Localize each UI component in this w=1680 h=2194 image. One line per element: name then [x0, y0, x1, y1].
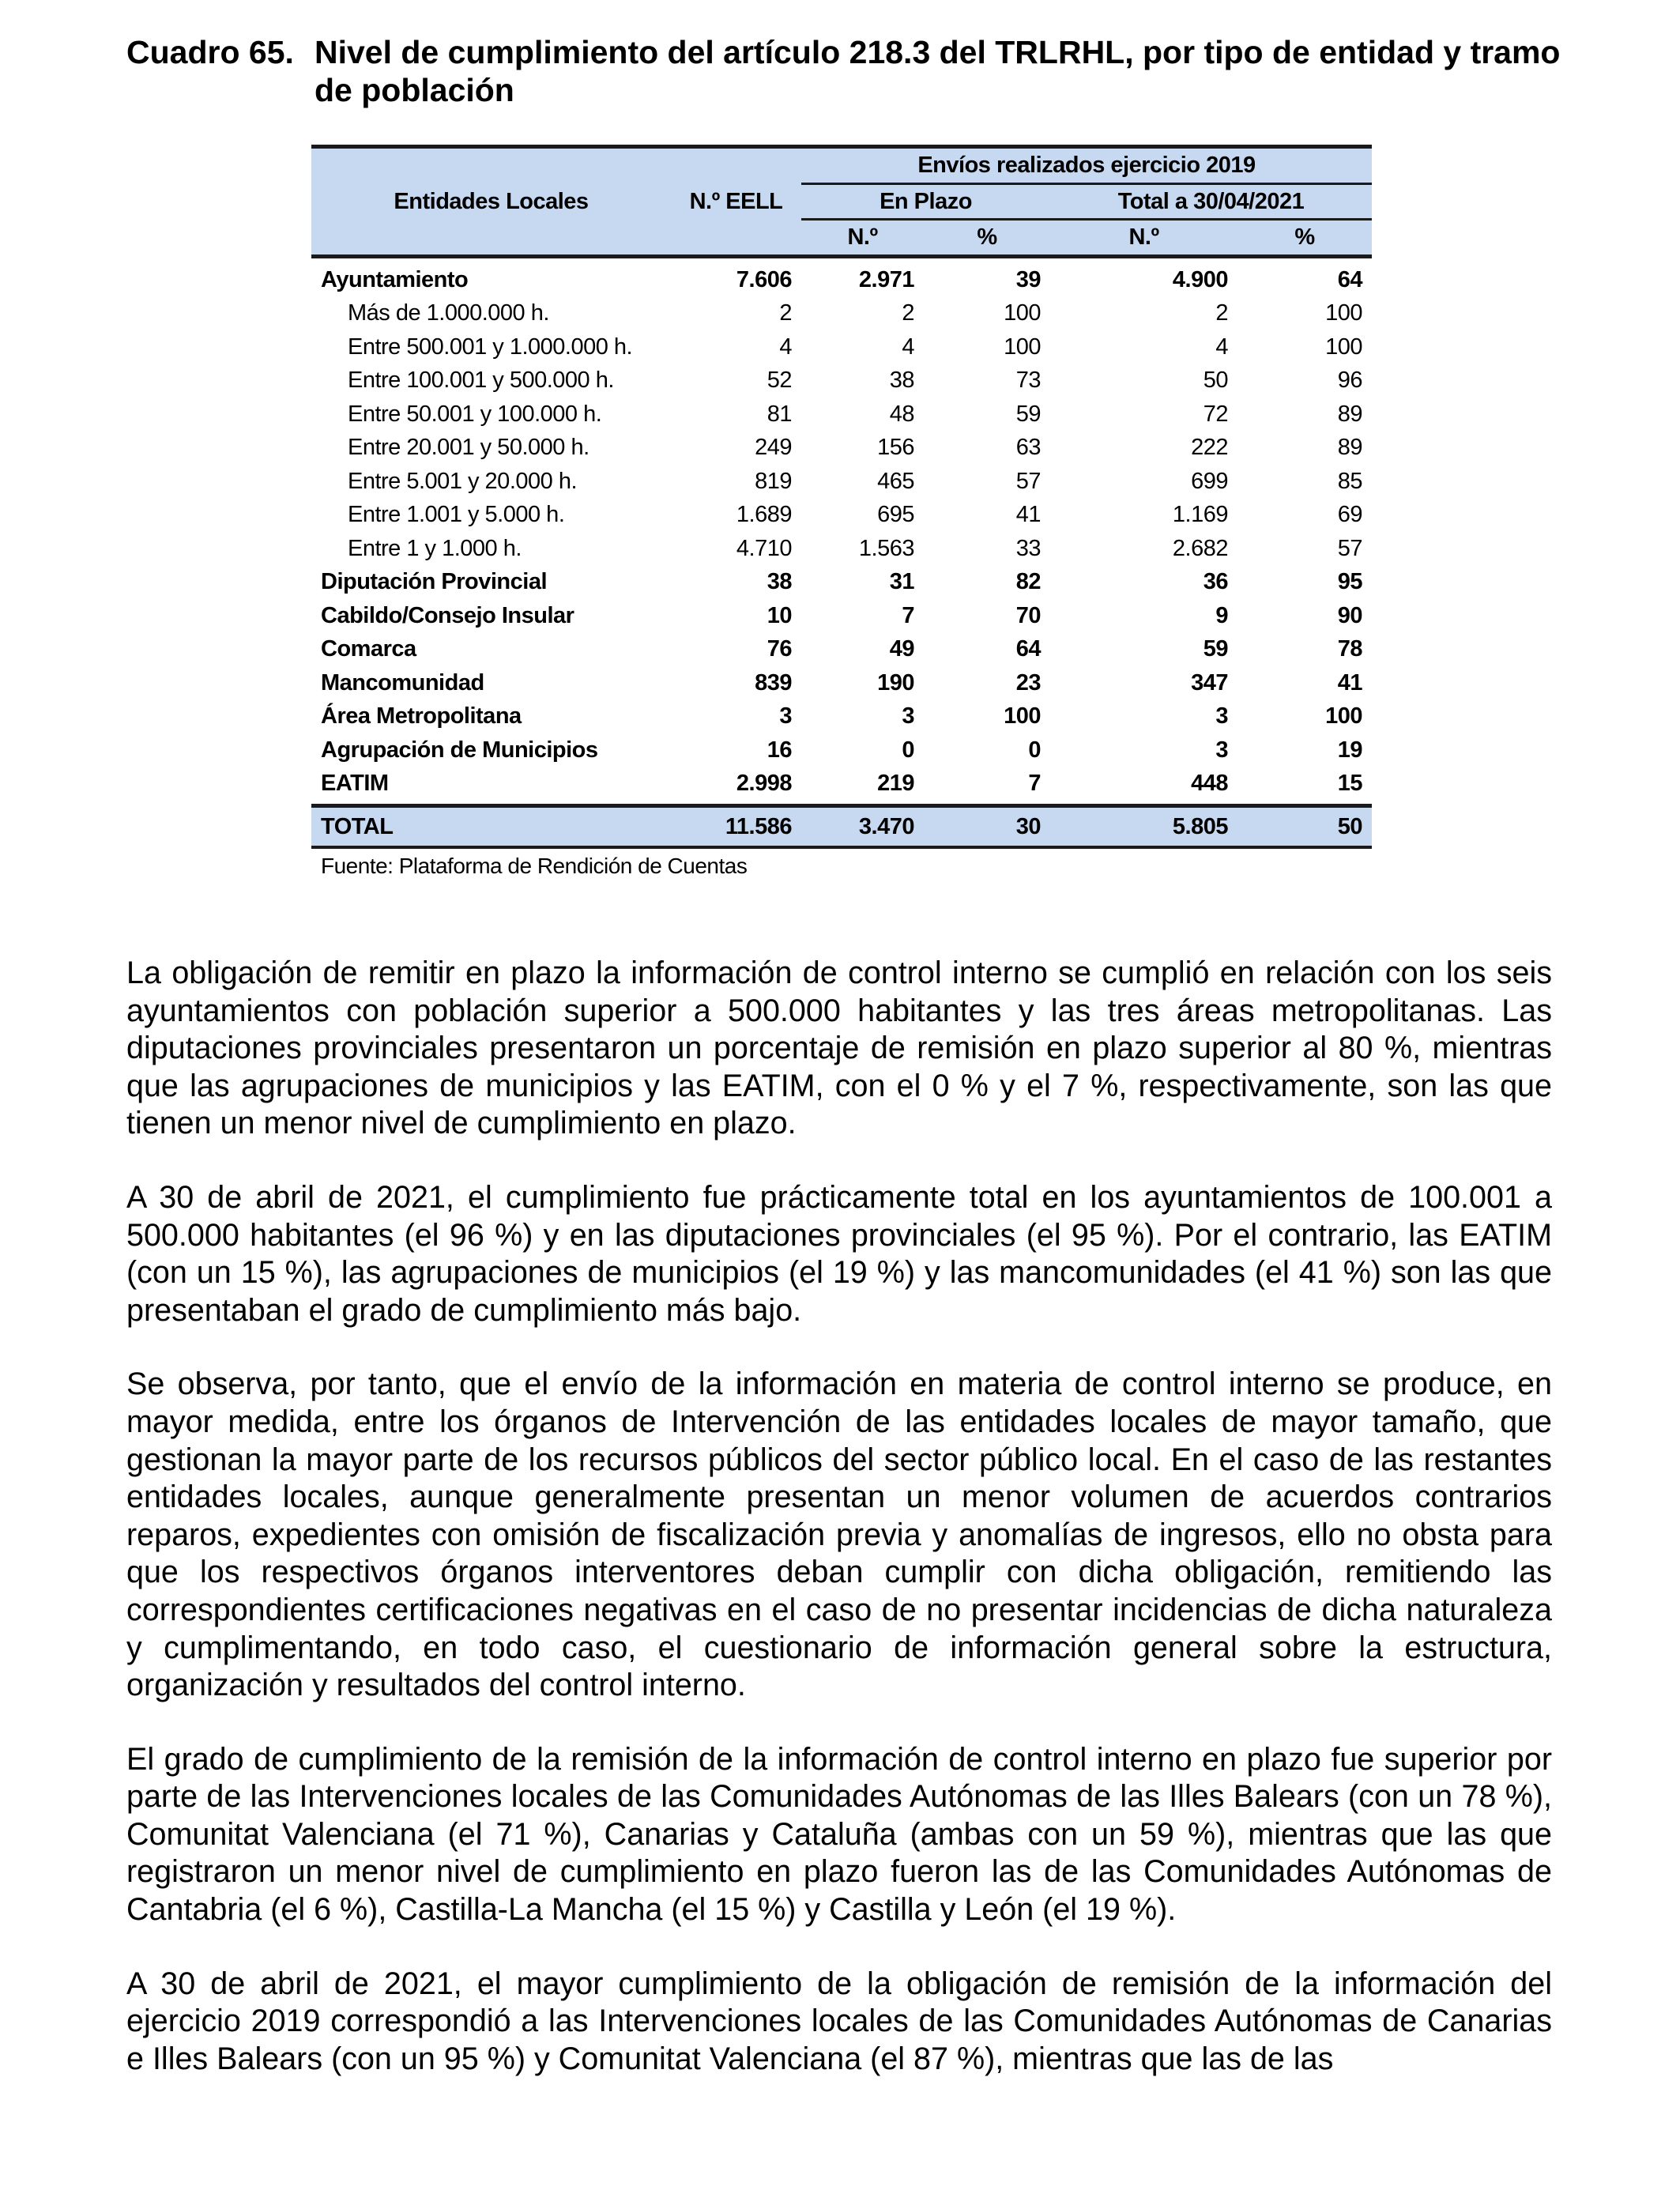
row-plazo-n: 7 [902, 602, 914, 628]
total-name: TOTAL [311, 805, 671, 847]
header-row-1 [311, 147, 1372, 184]
row-name: Entre 1 y 1.000 h. [348, 535, 522, 561]
row-eell: 249 [755, 435, 792, 460]
row-total-n: 347 [1191, 669, 1228, 696]
row-plazo-pct: 59 [1015, 401, 1041, 427]
row-plazo-n: 465 [877, 468, 914, 494]
table-row-total [311, 805, 1372, 847]
row-total-pct: 89 [1337, 435, 1362, 460]
row-plazo-pct: 100 [1004, 703, 1041, 729]
row-name: Más de 1.000.000 h. [348, 300, 549, 326]
table-row [311, 666, 1372, 700]
paragraph-4: El grado de cumplimiento de la remisión de la información de control interno en plazo fue superior por parte de las Intervenciones locales de las Comunidades Autónomas de las Illes Balears (con un 78 %), Comunitat Valenciana (el 71 %), Canarias y Cataluña (ambas con un 59 %), mientras que las que registraron un menor nivel de cumplimiento en plazo fueron las de las Comunidades Autónomas de Cantabria (el 6 %), Castilla-La Mancha (el 15 %) y Castilla y León (el 19 %). [126, 1741, 1552, 1928]
row-plazo-pct: 23 [1015, 669, 1041, 696]
header-plazo-pct: % [924, 220, 1050, 257]
row-plazo-n: 2.971 [858, 266, 914, 292]
row-plazo-n: 1.563 [858, 535, 914, 561]
row-name: Agrupación de Municipios [321, 737, 598, 763]
row-total-pct: 78 [1337, 636, 1362, 662]
table-row [311, 498, 1372, 532]
row-plazo-pct: 33 [1015, 535, 1041, 561]
header-total-pct: % [1237, 220, 1372, 257]
row-total-pct: 85 [1337, 468, 1362, 494]
row-plazo-n: 49 [889, 636, 914, 662]
row-eell: 839 [755, 669, 792, 696]
row-plazo-n: 4 [902, 334, 914, 360]
compliance-table [311, 145, 1372, 849]
paragraph-2: A 30 de abril de 2021, el cumplimiento fue prácticamente total en los ayuntamientos de 100.001 a 500.000 habitantes (el 96 %) y en las diputaciones provinciales (el 95 %). Por el contrario, las EATIM (con un 15 %), las agrupaciones de municipios (el 19 %) y las mancomunidades (el 41 %) son las que presentaban el grado de cumplimiento más bajo. [126, 1179, 1552, 1328]
total-plazo-pct: 30 [924, 805, 1050, 847]
table-row [311, 565, 1372, 599]
row-total-pct: 15 [1237, 767, 1372, 805]
paragraph-5: A 30 de abril de 2021, el mayor cumplimiento de la obligación de remisión de la información del ejercicio 2019 correspondió a las Intervenciones locales de las Comunidades Autónomas de Canarias e Illes Balears (con un 95 %) y Comunitat Valenciana (el 87 %), mientras que las de las [126, 1966, 1552, 2076]
row-eell: 2.998 [671, 767, 801, 805]
paragraph-3: Se observa, por tanto, que el envío de la información en materia de control interno se produce, en mayor medida, entre los órganos de Intervención de las entidades locales de mayor tamaño, que gestionan la mayor parte de los recursos públicos del sector público local. En el caso de las restantes entidades locales, aunque generalmente presentan un menor volumen de acuerdos contrarios reparos, expedientes con omisión de fiscalización previa y anomalías de ingresos, ello no obsta para que los respectivos órganos interventores deban cumplir con dicha obligación, remitiendo las correspondientes certificaciones negativas en el caso de no presentar incidencias de dicha naturaleza y cumplimentando, en todo caso, el cuestionario de información general sobre la estructura, organización y resultados del control interno. [126, 1367, 1552, 1703]
row-plazo-pct: 100 [1004, 334, 1041, 360]
table-caption [126, 33, 1565, 109]
row-total-n: 4 [1215, 334, 1228, 360]
row-eell: 4 [779, 334, 792, 360]
table-row [311, 398, 1372, 432]
row-plazo-pct: 7 [924, 767, 1050, 805]
row-name: Mancomunidad [321, 669, 484, 696]
row-plazo-n: 2 [902, 300, 914, 326]
row-total-pct: 95 [1337, 569, 1362, 594]
table-row [311, 465, 1372, 499]
table-source: Fuente: Plataforma de Rendición de Cuentas [321, 853, 748, 878]
table-row [311, 296, 1372, 330]
table-row [311, 364, 1372, 398]
row-total-pct: 64 [1337, 266, 1362, 292]
row-total-n: 50 [1203, 368, 1228, 393]
compliance-table-container [311, 145, 1372, 879]
row-name: Entre 500.001 y 1.000.000 h. [348, 334, 633, 360]
row-plazo-pct: 39 [1015, 266, 1041, 292]
row-name: Diputación Provincial [321, 569, 547, 594]
header-total-n: N.º [1050, 220, 1237, 257]
row-total-pct: 69 [1337, 502, 1362, 527]
table-body [311, 256, 1372, 805]
caption-number: Cuadro 65. [126, 34, 294, 70]
row-total-pct: 100 [1325, 300, 1362, 326]
row-eell: 52 [767, 368, 792, 393]
total-total-pct: 50 [1237, 805, 1372, 847]
row-eell: 1.689 [736, 502, 792, 527]
row-total-pct: 96 [1337, 368, 1362, 393]
row-eell: 10 [767, 602, 792, 628]
row-name: Entre 20.001 y 50.000 h. [348, 435, 590, 460]
row-eell: 3 [779, 703, 792, 729]
row-total-n: 2.682 [1172, 535, 1228, 561]
row-eell: 38 [767, 569, 792, 594]
header-plazo-n: N.º [801, 220, 924, 257]
row-total-n: 36 [1203, 569, 1228, 594]
row-total-pct: 19 [1337, 737, 1362, 763]
row-plazo-n: 0 [902, 737, 914, 763]
body-text [126, 955, 1552, 2078]
row-plazo-pct: 73 [1015, 368, 1041, 393]
table-row [311, 767, 1372, 805]
row-total-n: 1.169 [1172, 502, 1228, 527]
header-envios: Envíos realizados ejercicio 2019 [801, 147, 1372, 184]
row-plazo-n: 695 [877, 502, 914, 527]
row-name: Comarca [321, 636, 416, 662]
row-total-n: 9 [1215, 602, 1228, 628]
table-row [311, 632, 1372, 666]
row-plazo-pct: 57 [1015, 468, 1041, 494]
row-plazo-pct: 70 [1015, 602, 1041, 628]
table-row [311, 256, 1372, 296]
row-name: Área Metropolitana [321, 703, 522, 729]
table-row [311, 733, 1372, 767]
row-total-n: 448 [1050, 767, 1237, 805]
row-total-n: 222 [1191, 435, 1228, 460]
header-entidades: Entidades Locales [311, 147, 671, 257]
total-total-n: 5.805 [1050, 805, 1237, 847]
row-total-n: 2 [1215, 300, 1228, 326]
row-plazo-n: 156 [877, 435, 914, 460]
row-total-n: 4.900 [1172, 266, 1228, 292]
table-row [311, 532, 1372, 566]
caption-title: Nivel de cumplimiento del artículo 218.3 del TRLRHL, por tipo de entidad y tramo de población [315, 34, 1561, 108]
row-plazo-n: 48 [889, 401, 914, 427]
row-name: Cabildo/Consejo Insular [321, 602, 574, 628]
row-total-pct: 89 [1337, 401, 1362, 427]
row-total-n: 59 [1203, 636, 1228, 662]
row-plazo-n: 31 [889, 569, 914, 594]
table-row [311, 599, 1372, 633]
row-name: Ayuntamiento [321, 266, 469, 292]
row-name: EATIM [311, 767, 671, 805]
row-total-n: 72 [1203, 401, 1228, 427]
row-eell: 76 [767, 636, 792, 662]
row-eell: 4.710 [736, 535, 792, 561]
table-row [311, 699, 1372, 733]
row-plazo-n: 38 [889, 368, 914, 393]
row-plazo-n: 3 [902, 703, 914, 729]
row-plazo-pct: 0 [1028, 737, 1041, 763]
row-eell: 7.606 [736, 266, 792, 292]
table-row [311, 330, 1372, 364]
paragraph-1: La obligación de remitir en plazo la información de control interno se cumplió en relación con los seis ayuntamientos con población superior a 500.000 habitantes y las tres áreas metropolitanas. Las diputaciones provinciales presentaron un porcentaje de remisión en plazo superior al 80 %, mientras que las agrupaciones de municipios y las EATIM, con el 0 % y el 7 %, respectivamente, son las que tienen un menor nivel de cumplimiento en plazo. [126, 956, 1552, 1141]
row-plazo-pct: 63 [1015, 435, 1041, 460]
row-total-pct: 41 [1337, 669, 1362, 696]
row-name: Entre 1.001 y 5.000 h. [348, 502, 565, 527]
row-total-pct: 90 [1337, 602, 1362, 628]
row-name: Entre 50.001 y 100.000 h. [348, 401, 602, 427]
total-eell: 11.586 [671, 805, 801, 847]
row-total-pct: 100 [1325, 334, 1362, 360]
row-plazo-n: 219 [801, 767, 924, 805]
row-name: Entre 5.001 y 20.000 h. [348, 468, 577, 494]
row-eell: 2 [779, 300, 792, 326]
row-name: Entre 100.001 y 500.000 h. [348, 368, 614, 393]
row-plazo-pct: 41 [1015, 502, 1041, 527]
row-eell: 16 [767, 737, 792, 763]
row-eell: 819 [755, 468, 792, 494]
table-row [311, 431, 1372, 465]
row-plazo-n: 190 [877, 669, 914, 696]
row-total-n: 3 [1215, 737, 1228, 763]
row-eell: 81 [767, 401, 792, 427]
header-neell: N.º EELL [671, 147, 801, 257]
row-total-pct: 57 [1337, 535, 1362, 561]
row-plazo-pct: 82 [1015, 569, 1041, 594]
row-plazo-pct: 64 [1015, 636, 1041, 662]
row-total-n: 3 [1215, 703, 1228, 729]
header-en-plazo: En Plazo [801, 183, 1050, 220]
row-total-pct: 100 [1325, 703, 1362, 729]
total-plazo-n: 3.470 [801, 805, 924, 847]
row-plazo-pct: 100 [1004, 300, 1041, 326]
row-total-n: 699 [1191, 468, 1228, 494]
header-total-fecha: Total a 30/04/2021 [1050, 183, 1372, 220]
